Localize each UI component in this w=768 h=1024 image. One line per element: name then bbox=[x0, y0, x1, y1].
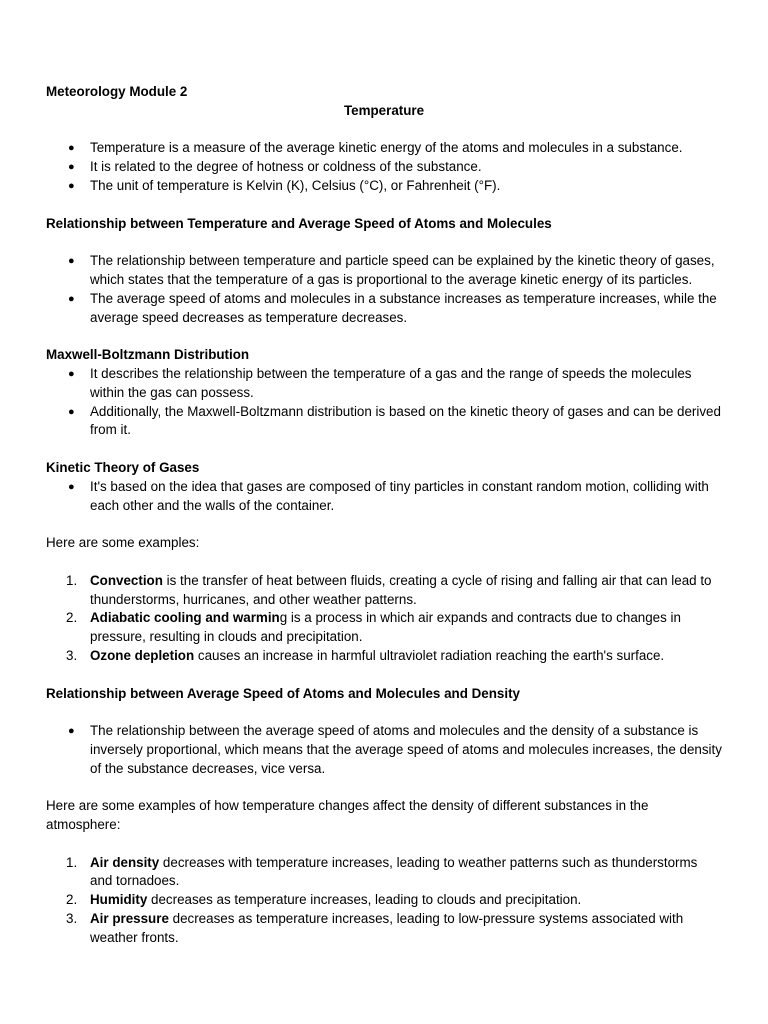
list-item-text: The relationship between the average speed of atoms and molecules and the density of a substance is inversely proportional, which means that the average speed of atoms and molecules increases, the density of the substance decreases, vice versa. bbox=[90, 723, 722, 776]
list-item bbox=[46, 403, 722, 441]
list-number: 1. bbox=[66, 854, 78, 870]
list-item bbox=[46, 854, 722, 892]
spacer bbox=[46, 196, 722, 215]
list-item bbox=[46, 722, 722, 778]
list-number: 2. bbox=[66, 892, 78, 908]
section-heading-kinetic-theory: Kinetic Theory of Gases bbox=[46, 459, 200, 475]
section3-example-list bbox=[46, 572, 722, 666]
list-item-text: It describes the relationship between the temperature of a gas and the range of speeds the molecules within the gas can possess. bbox=[90, 365, 692, 400]
list-item-text: is the transfer of heat between fluids, creating a cycle of rising and falling air that can lead to thunderstorms, hurricanes, and other weather patterns. bbox=[90, 572, 712, 607]
term-bold: Convection bbox=[90, 572, 163, 588]
list-item-text: decreases as temperature increases, leading to low-pressure systems associated with weather fronts. bbox=[90, 911, 684, 945]
term-bold: Air density bbox=[90, 854, 160, 870]
spacer bbox=[46, 440, 722, 459]
list-item-text: It is related to the degree of hotness or coldness of the substance. bbox=[90, 159, 482, 175]
bullet-marker: ● bbox=[68, 179, 75, 192]
spacer bbox=[46, 553, 722, 572]
term-bold: Humidity bbox=[90, 892, 148, 908]
term-bold: Ozone depletion bbox=[90, 647, 195, 663]
spacer bbox=[46, 778, 722, 797]
section2-bullet-list bbox=[46, 365, 722, 440]
list-item bbox=[46, 478, 722, 516]
bullet-marker: ● bbox=[68, 142, 75, 155]
bullet-marker: ● bbox=[68, 161, 75, 174]
document-subtitle: Temperature bbox=[343, 102, 425, 118]
document-title: Meteorology Module 2 bbox=[46, 84, 188, 99]
list-item bbox=[46, 609, 722, 647]
list-item-text: g is a process in which air expands and contracts due to changes in pressure, resulting in clouds and precipitation. bbox=[90, 610, 681, 645]
spacer bbox=[46, 835, 722, 854]
list-item bbox=[46, 572, 722, 610]
spacer bbox=[46, 515, 722, 534]
bullet-marker: ● bbox=[68, 255, 75, 268]
spacer bbox=[46, 666, 722, 685]
list-item bbox=[46, 647, 722, 666]
list-item-text: Additionally, the Maxwell-Boltzmann distribution is based on the kinetic theory of gases and can be derived from it. bbox=[90, 403, 721, 438]
section1-bullet-list bbox=[46, 252, 722, 327]
spacer bbox=[46, 121, 722, 140]
term-bold: Adiabatic cooling and warmin bbox=[90, 610, 280, 626]
list-item bbox=[46, 910, 722, 948]
section4-example-list bbox=[46, 854, 722, 948]
list-item bbox=[46, 139, 722, 158]
section-heading-speed-density: Relationship between Average Speed of Atoms and Molecules and Density bbox=[46, 685, 520, 701]
list-item-text: Temperature is a measure of the average kinetic energy of the atoms and molecules in a substance. bbox=[90, 140, 683, 156]
list-item-text: decreases as temperature increases, leading to clouds and precipitation. bbox=[147, 892, 582, 908]
bullet-marker: ● bbox=[68, 292, 75, 305]
list-item bbox=[46, 252, 722, 290]
list-item bbox=[46, 290, 722, 328]
spacer bbox=[46, 327, 722, 346]
spacer bbox=[46, 703, 722, 722]
list-number: 2. bbox=[66, 610, 78, 626]
list-item bbox=[46, 365, 722, 403]
list-item-text: decreases with temperature increases, leading to weather patterns such as thunderstorms and tornadoes. bbox=[90, 854, 698, 889]
list-number: 1. bbox=[66, 572, 78, 588]
list-item-text: causes an increase in harmful ultraviolet radiation reaching the earth's surface. bbox=[194, 647, 665, 663]
list-item bbox=[46, 158, 722, 177]
bullet-marker: ● bbox=[68, 405, 75, 418]
list-item-text: The relationship between temperature and particle speed can be explained by the kinetic theory of gases, which states that the temperature of a gas is proportional to the average kinetic energy of its particles. bbox=[90, 253, 715, 287]
bullet-marker: ● bbox=[68, 725, 75, 738]
section3-bullet-list bbox=[46, 478, 722, 516]
list-number: 3. bbox=[66, 911, 78, 927]
section-heading-maxwell-boltzmann: Maxwell-Boltzmann Distribution bbox=[46, 347, 250, 363]
spacer bbox=[46, 233, 722, 252]
list-item-text: The unit of temperature is Kelvin (K), Celsius (°C), or Fahrenheit (°F). bbox=[90, 177, 501, 193]
section-heading-temperature-speed: Relationship between Temperature and Average Speed of Atoms and Molecules bbox=[46, 215, 552, 231]
intro-bullet-list bbox=[46, 139, 722, 195]
section4-bullet-list bbox=[46, 722, 722, 778]
list-item-text: The average speed of atoms and molecules in a substance increases as temperature increases, while the average speed decreases as temperature decreases. bbox=[90, 290, 717, 325]
term-bold: Air pressure bbox=[90, 911, 169, 927]
examples-intro: Here are some examples of how temperature changes affect the density of different substances in the atmosphere: bbox=[46, 798, 649, 833]
bullet-marker: ● bbox=[68, 480, 75, 493]
list-item bbox=[46, 891, 722, 910]
list-item-text: It's based on the idea that gases are composed of tiny particles in constant random motion, colliding with each other and the walls of the container. bbox=[90, 478, 709, 513]
examples-intro: Here are some examples: bbox=[46, 535, 200, 551]
list-item bbox=[46, 177, 722, 196]
list-number: 3. bbox=[66, 647, 78, 663]
bullet-marker: ● bbox=[68, 367, 75, 380]
